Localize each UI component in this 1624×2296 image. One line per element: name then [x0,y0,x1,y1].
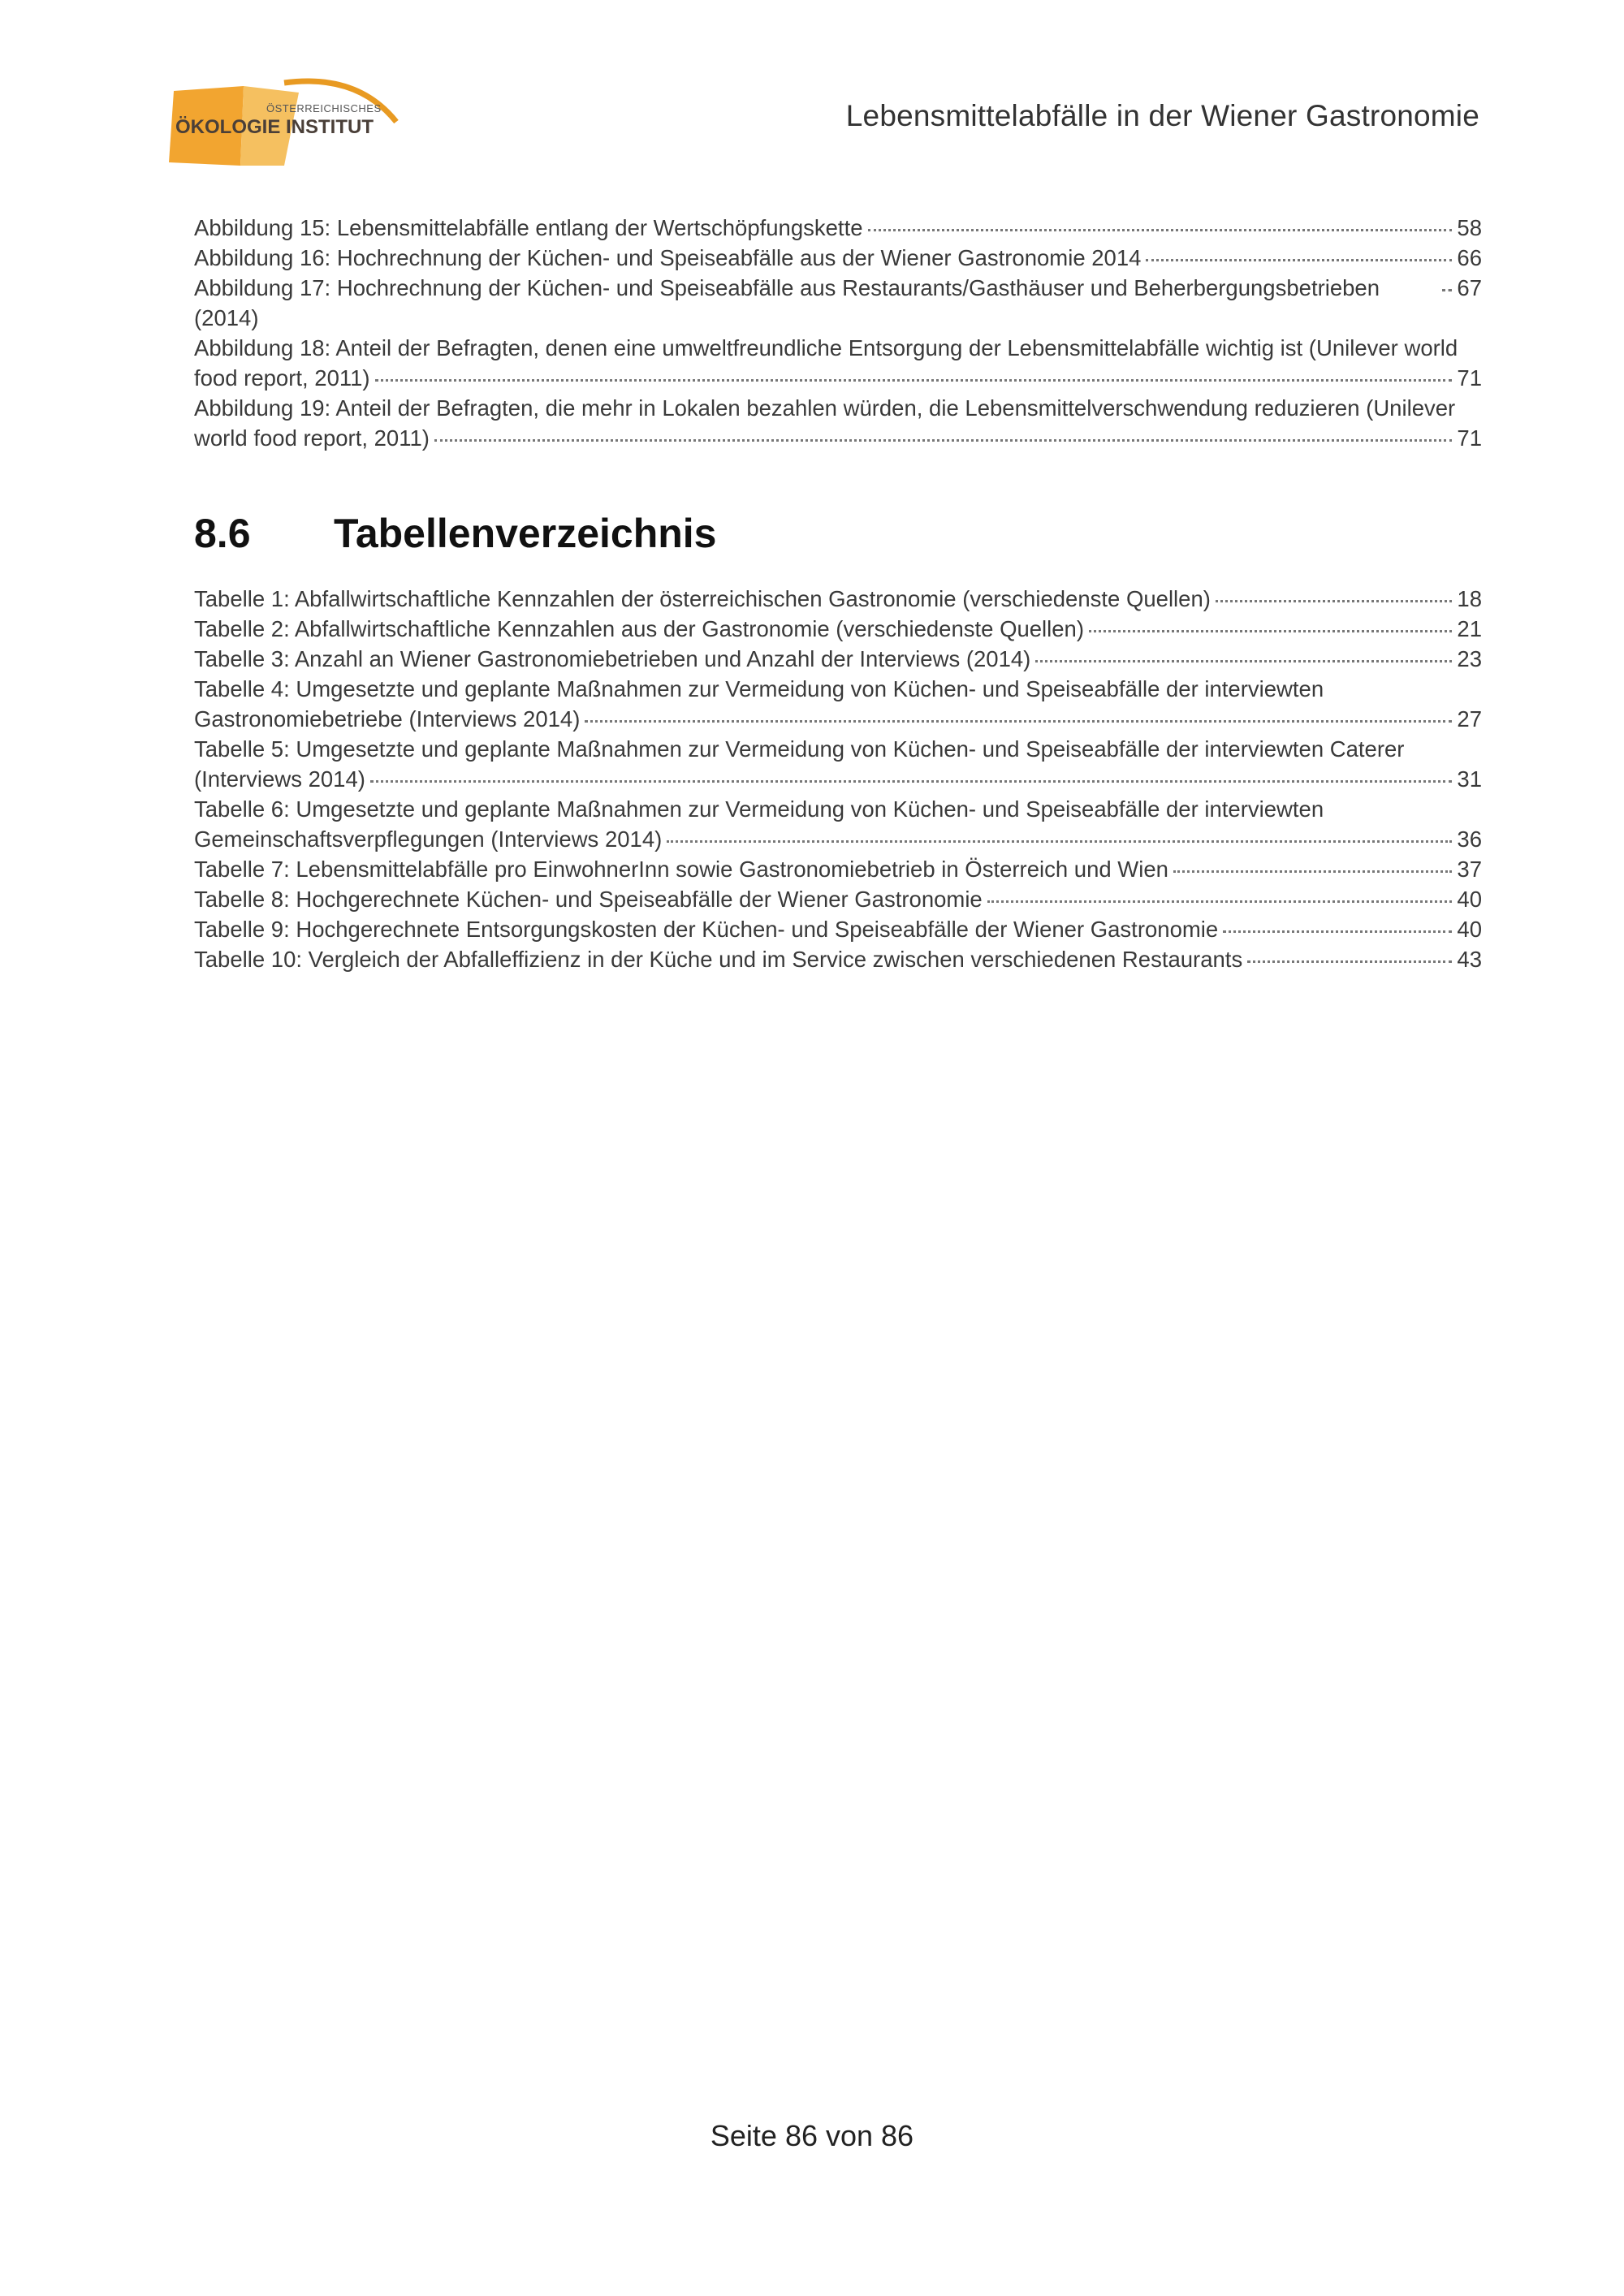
figure-entry-text: Abbildung 17: Hochrechnung der Küchen- und Speiseabfälle aus Restaurants/Gasthäuser und Beherbergungsbetrieben (2014) [194,275,1380,330]
table-entry-text: Tabelle 10: Vergleich der Abfalleffizienz in der Küche und im Service zwischen verschiedenen Restaurants [194,947,1243,972]
dot-leader [1247,960,1452,963]
table-entry-text: (Interviews 2014) [194,766,365,792]
figure-entry[interactable] [194,213,1482,243]
page-number: 36 [1457,826,1482,852]
dot-leader [1223,930,1452,933]
svg-text:ÖSTERREICHISCHES: ÖSTERREICHISCHES [266,102,382,114]
dot-leader [1216,600,1452,602]
dot-leader [667,840,1452,843]
figure-entry-text: Abbildung 15: Lebensmittelabfälle entlang der Wertschöpfungskette [194,215,863,240]
page-number: 23 [1457,646,1482,671]
table-entry[interactable] [194,944,1482,974]
svg-text:ÖKOLOGIE INSTITUT: ÖKOLOGIE INSTITUT [175,116,374,138]
dot-leader [370,780,1452,783]
page-number: 43 [1457,947,1482,972]
table-entry-text: Tabelle 5: Umgesetzte und geplante Maßnahmen zur Vermeidung von Küchen- und Speiseabfälle der interviewten Caterer [194,736,1405,762]
figure-entry[interactable] [194,243,1482,273]
table-entry[interactable] [194,794,1482,854]
table-entry-text: Tabelle 3: Anzahl an Wiener Gastronomiebetrieben und Anzahl der Interviews (2014) [194,646,1031,671]
table-entry[interactable] [194,644,1482,674]
figure-entry[interactable] [194,393,1482,453]
page-number: 18 [1457,586,1482,611]
figures-list [194,213,1482,453]
table-entry-text: Tabelle 1: Abfallwirtschaftliche Kennzahlen der österreichischen Gastronomie (verschiedenste Quellen) [194,586,1211,611]
dot-leader [868,229,1453,231]
page-number: 67 [1457,275,1482,300]
figure-entry[interactable] [194,273,1482,333]
page-number: 21 [1457,616,1482,641]
table-entry-text: Tabelle 8: Hochgerechnete Küchen- und Speiseabfälle der Wiener Gastronomie [194,887,983,912]
page-footer: Seite 86 von 86 [710,2119,914,2152]
section-heading [194,510,716,557]
table-entry[interactable] [194,584,1482,614]
table-entry-text: Gemeinschaftsverpflegungen (Interviews 2014) [194,826,663,852]
dot-leader [1442,289,1452,291]
figure-entry-text: Abbildung 19: Anteil der Befragten, die mehr in Lokalen bezahlen würden, die Lebensmittelverschwendung reduzieren (Unilever [194,395,1456,421]
dot-leader [1089,630,1452,632]
table-entry[interactable] [194,674,1482,734]
page-number: 37 [1457,857,1482,882]
table-entry-text: Tabelle 7: Lebensmittelabfälle pro EinwohnerInn sowie Gastronomiebetrieb in Österreich und Wien [194,857,1168,882]
table-entry[interactable] [194,614,1482,644]
table-entry-text: Tabelle 9: Hochgerechnete Entsorgungskosten der Küchen- und Speiseabfälle der Wiener Gastronomie [194,917,1219,942]
table-entry-text: Tabelle 6: Umgesetzte und geplante Maßnahmen zur Vermeidung von Küchen- und Speiseabfälle der interviewten [194,796,1324,822]
dot-leader [1035,660,1452,662]
dot-leader [1173,870,1452,873]
table-entry[interactable] [194,914,1482,944]
table-entry[interactable] [194,854,1482,884]
dot-leader [585,720,1452,723]
oekologie-institut-logo [162,75,406,170]
running-header-title: Lebensmittelabfälle in der Wiener Gastronomie [845,99,1479,132]
page-number: 27 [1457,706,1482,732]
table-entry-text: Tabelle 4: Umgesetzte und geplante Maßnahmen zur Vermeidung von Küchen- und Speiseabfälle der interviewten [194,676,1324,701]
page-number: 58 [1457,215,1482,240]
page-number: 40 [1457,887,1482,912]
page-number: 40 [1457,917,1482,942]
page-number: 31 [1457,766,1482,792]
tables-list [194,584,1482,974]
dot-leader [1146,259,1452,261]
dot-leader [434,439,1452,442]
figure-entry-text: food report, 2011) [194,365,370,391]
figure-entry-text: Abbildung 18: Anteil der Befragten, denen eine umweltfreundliche Entsorgung der Lebensmittelabfälle wichtig ist (Unilever world [194,335,1458,360]
figure-entry-text: world food report, 2011) [194,425,430,451]
page-number: 71 [1457,365,1482,391]
table-entry[interactable] [194,734,1482,794]
table-entry-text: Gastronomiebetriebe (Interviews 2014) [194,706,581,732]
dot-leader [375,379,1453,382]
page-number: 71 [1457,425,1482,451]
page-number: 66 [1457,245,1482,270]
table-entry[interactable] [194,884,1482,914]
dot-leader [987,900,1453,903]
figure-entry-text: Abbildung 16: Hochrechnung der Küchen- und Speiseabfälle aus der Wiener Gastronomie 2014 [194,245,1142,270]
table-entry-text: Tabelle 2: Abfallwirtschaftliche Kennzahlen aus der Gastronomie (verschiedenste Quellen) [194,616,1085,641]
section-number: 8.6 [194,511,251,556]
figure-entry[interactable] [194,333,1482,393]
section-title: Tabellenverzeichnis [334,511,717,556]
